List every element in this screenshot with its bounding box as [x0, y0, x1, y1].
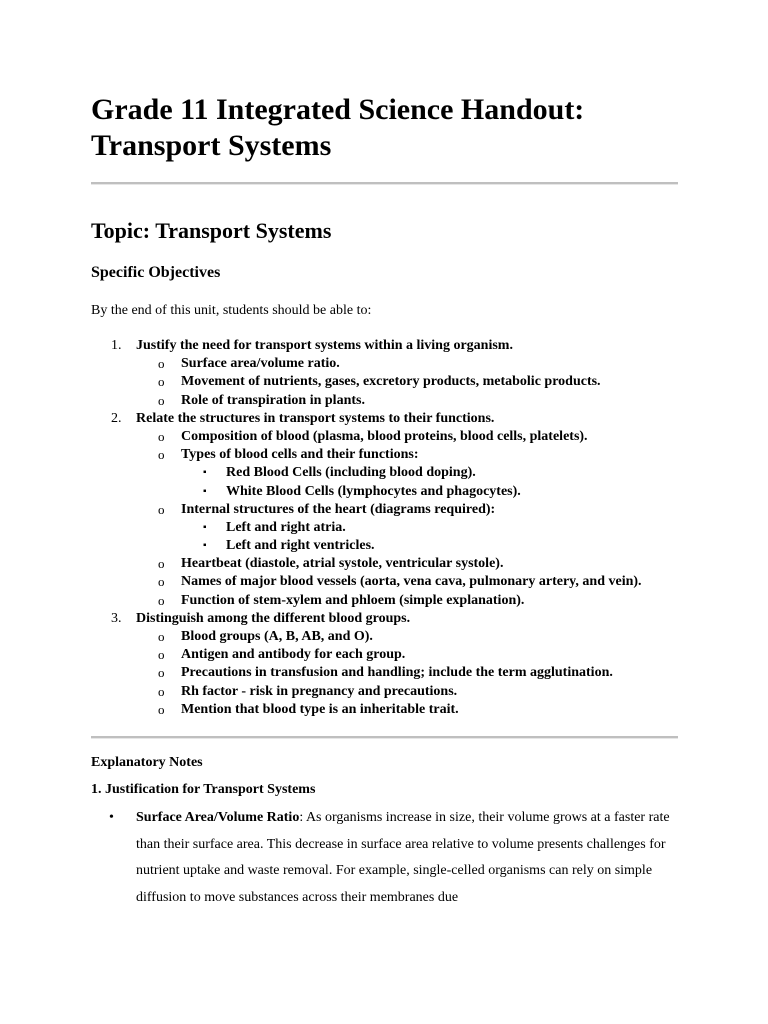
- bullet-icon: o: [158, 647, 165, 663]
- bullet-icon: o: [158, 447, 165, 463]
- note-term: Surface Area/Volume Ratio: [136, 810, 300, 825]
- bullet-icon: ▪: [203, 521, 207, 533]
- objective-item: [91, 519, 691, 537]
- bullet-icon: ▪: [203, 485, 207, 497]
- list-number: 1.: [111, 338, 122, 353]
- objective-item: [91, 410, 691, 428]
- objective-text: Function of stem-xylem and phloem (simple explanation).: [181, 592, 525, 608]
- bullet-icon: o: [158, 701, 165, 717]
- objective-text: Surface area/volume ratio.: [181, 356, 340, 372]
- objective-text: Types of blood cells and their functions:: [181, 447, 419, 463]
- bullet-icon: o: [158, 629, 165, 644]
- objective-item: [91, 701, 691, 719]
- objective-text: Precautions in transfusion and handling; include the term agglutination.: [181, 665, 613, 681]
- bullet-icon: •: [109, 810, 114, 825]
- objective-text: Composition of blood (plasma, blood proteins, blood cells, platelets).: [181, 428, 588, 444]
- objective-item: [91, 392, 691, 410]
- objective-item: [91, 610, 691, 628]
- objective-item: [91, 355, 691, 373]
- objective-item: [91, 428, 691, 446]
- list-number: 3.: [111, 610, 122, 626]
- bullet-icon: o: [158, 501, 165, 517]
- objective-item: [91, 501, 691, 519]
- intro-text: By the end of this unit, students should be able to:: [91, 303, 372, 318]
- bullet-icon: o: [158, 374, 165, 390]
- objective-text: Left and right atria.: [226, 519, 346, 535]
- bullet-icon: ▪: [203, 467, 207, 479]
- objective-item: [91, 483, 691, 501]
- objective-item: [91, 646, 691, 664]
- bullet-icon: o: [158, 683, 165, 699]
- bullet-icon: o: [158, 428, 165, 444]
- objective-text: Justify the need for transport systems within a living organism.: [136, 338, 513, 353]
- objective-text: Red Blood Cells (including blood doping).: [226, 465, 476, 481]
- objective-text: Names of major blood vessels (aorta, vena cava, pulmonary artery, and vein).: [181, 574, 642, 590]
- list-number: 2.: [111, 410, 122, 426]
- objectives-list: [91, 337, 691, 719]
- objective-text: Role of transpiration in plants.: [181, 392, 365, 408]
- notes-heading: Explanatory Notes: [91, 755, 203, 770]
- divider: [91, 736, 678, 739]
- objective-text: Heartbeat (diastole, atrial systole, ventricular systole).: [181, 556, 504, 572]
- bullet-icon: o: [158, 574, 165, 590]
- bullet-icon: o: [158, 356, 165, 372]
- objective-item: [91, 628, 691, 646]
- objective-item: [91, 373, 691, 391]
- objective-item: [91, 592, 691, 610]
- objectives-heading: Specific Objectives: [91, 264, 221, 281]
- objective-text: Left and right ventricles.: [226, 538, 375, 554]
- objective-item: [91, 683, 691, 701]
- objective-item: [91, 446, 691, 464]
- objective-item: [91, 573, 691, 591]
- objective-text: Blood groups (A, B, AB, and O).: [181, 629, 373, 644]
- topic-heading: Topic: Transport Systems: [91, 218, 332, 243]
- objective-item: [91, 464, 691, 482]
- objective-text: Distinguish among the different blood groups.: [136, 610, 411, 626]
- objective-item: [91, 664, 691, 682]
- bullet-icon: ▪: [203, 540, 207, 552]
- objective-item: [91, 337, 691, 355]
- objective-text: Antigen and antibody for each group.: [181, 647, 406, 663]
- bullet-icon: o: [158, 592, 165, 608]
- objective-text: Mention that blood type is an inheritable trait.: [181, 701, 459, 717]
- objective-text: Relate the structures in transport systems to their functions.: [136, 410, 495, 426]
- bullet-icon: o: [158, 556, 165, 572]
- objective-text: Internal structures of the heart (diagrams required):: [181, 501, 496, 517]
- objective-text: White Blood Cells (lymphocytes and phagocytes).: [226, 483, 521, 499]
- bullet-icon: o: [158, 392, 165, 408]
- divider: [91, 182, 678, 185]
- notes-section-title: 1. Justification for Transport Systems: [91, 782, 316, 797]
- objective-item: [91, 537, 691, 555]
- objective-text: Rh factor - risk in pregnancy and precautions.: [181, 683, 458, 699]
- objective-text: Movement of nutrients, gases, excretory products, metabolic products.: [181, 374, 601, 390]
- note-list-item: [109, 805, 676, 911]
- page-title: Grade 11 Integrated Science Handout: Transport Systems: [91, 93, 585, 162]
- objective-item: [91, 555, 691, 573]
- bullet-icon: o: [158, 665, 165, 681]
- note-text: : As organisms increase in size, their volume grows at a faster rate than their surface area. This decrease in surface area relative to volume presents challenges for nutrient uptake and waste removal. For example, single-celled organisms can rely on simple diffusion to move substances across their membranes due: [136, 810, 670, 905]
